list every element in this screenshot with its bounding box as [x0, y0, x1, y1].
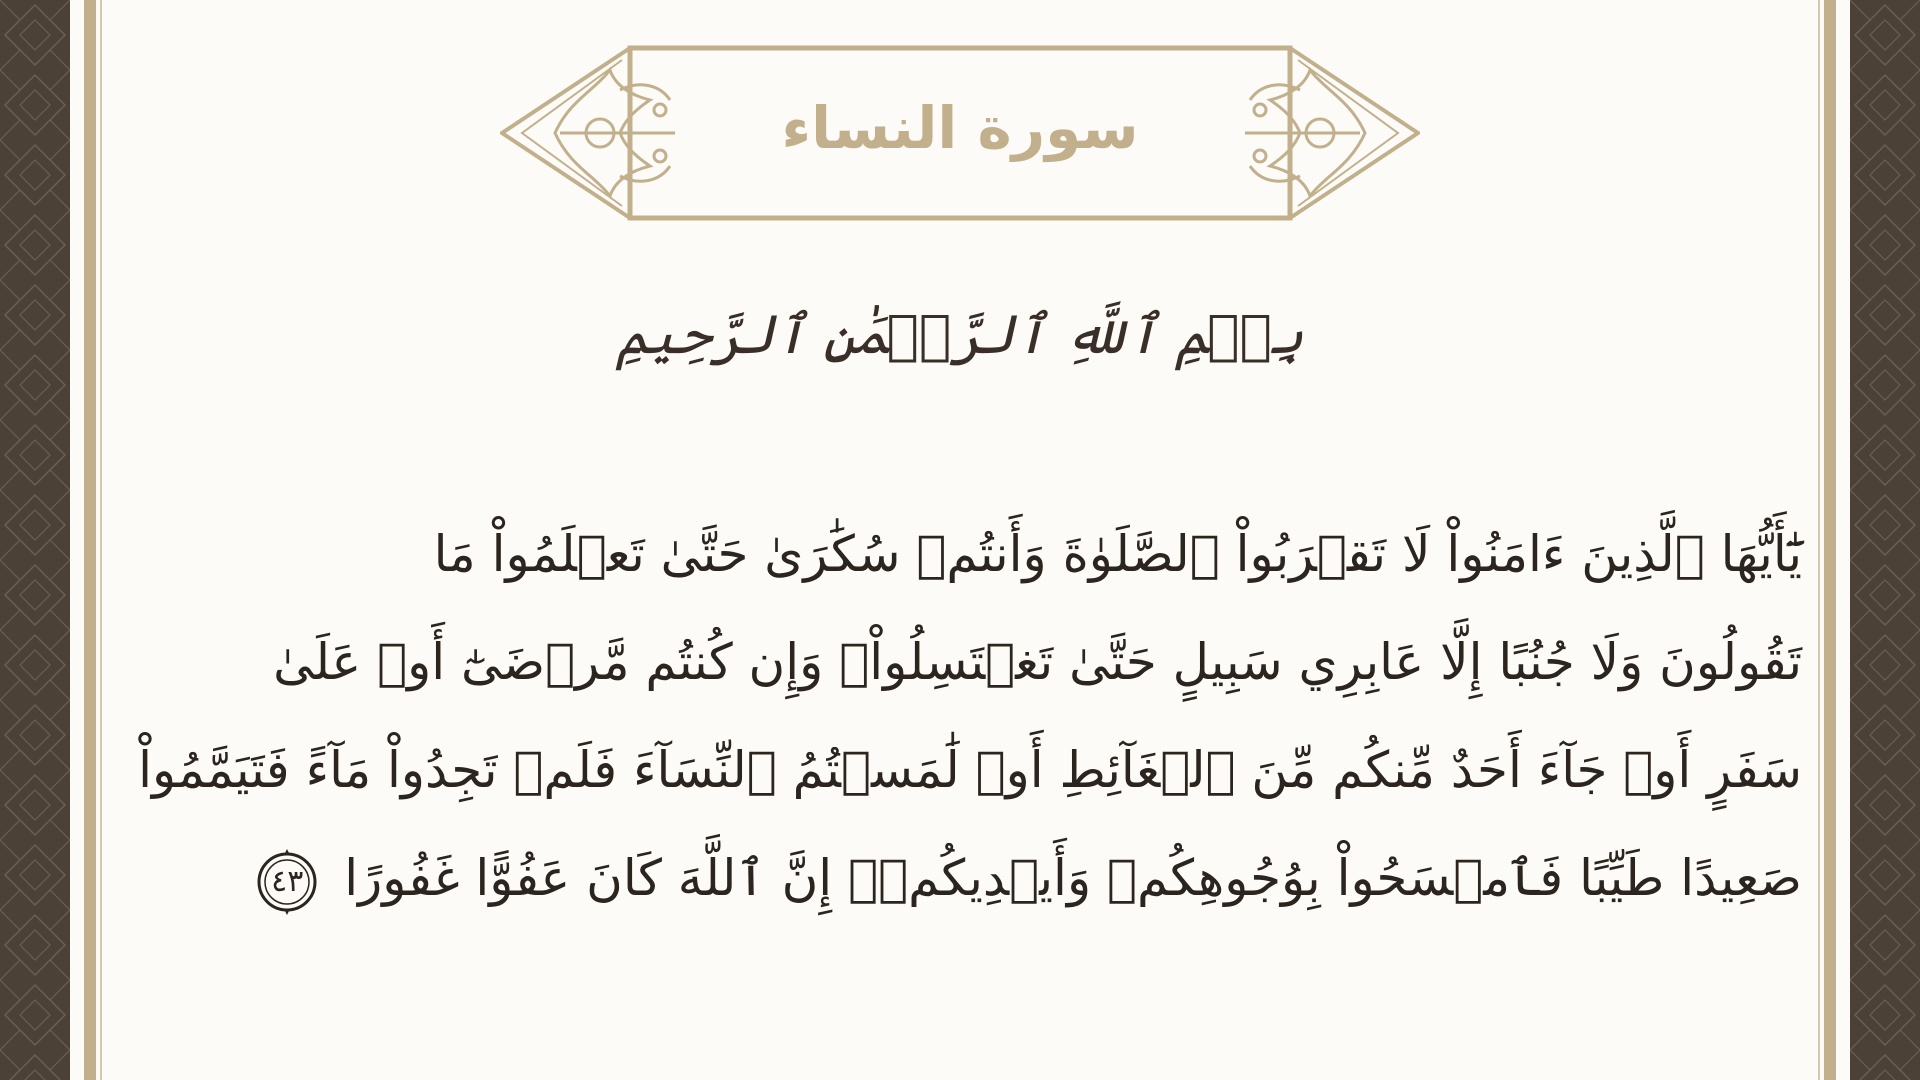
verse-line: تَقُولُونَ وَلَا جُنُبًا إِلَّا عَابِرِي سَبِيلٍ حَتَّىٰ تَغۡتَسِلُواْۚ وَإِن كُنتُم مَّرۡضَىٰٓ أَوۡ عَلَىٰ	[273, 633, 1802, 691]
surah-header-frame	[500, 40, 1420, 226]
basmala: بِسۡمِ ٱللَّهِ ٱلرَّحۡمَٰنِ ٱلرَّحِيمِ	[616, 303, 1304, 366]
left-thin-rule	[100, 0, 102, 1080]
verse-line-text: صَعِيدًا طَيِّبًا فَٱمۡسَحُواْ بِوُجُوهِكُمۡ وَأَيۡدِيكُمۡۗ إِنَّ ٱللَّهَ كَانَ عَفُوًّا غَفُورًا	[344, 849, 1802, 907]
left-gold-rule	[84, 0, 96, 1080]
verse-text-block	[138, 500, 1802, 932]
right-gold-rule	[1824, 0, 1836, 1080]
verse-line: يَٰٓأَيُّهَا ٱلَّذِينَ ءَامَنُواْ لَا تَقۡرَبُواْ ٱلصَّلَوٰةَ وَأَنتُمۡ سُكَٰرَىٰ حَتَّىٰ تَعۡلَمُواْ مَا	[433, 525, 1802, 583]
ayah-end-marker	[252, 847, 322, 917]
left-ornamental-border	[0, 0, 70, 1080]
ayah-number: ٤٣	[271, 863, 304, 899]
right-thin-rule	[1818, 0, 1820, 1080]
right-ornamental-border	[1850, 0, 1920, 1080]
verse-line-last	[220, 824, 1802, 932]
verse-line: سَفَرٍ أَوۡ جَآءَ أَحَدٌ مِّنكُم مِّنَ ٱلۡغَآئِطِ أَوۡ لَٰمَسۡتُمُ ٱلنِّسَآءَ فَلَمۡ تَجِدُواْ مَآءً فَتَيَمَّمُواْ	[138, 741, 1802, 799]
surah-title: سورة النساء	[781, 94, 1139, 162]
